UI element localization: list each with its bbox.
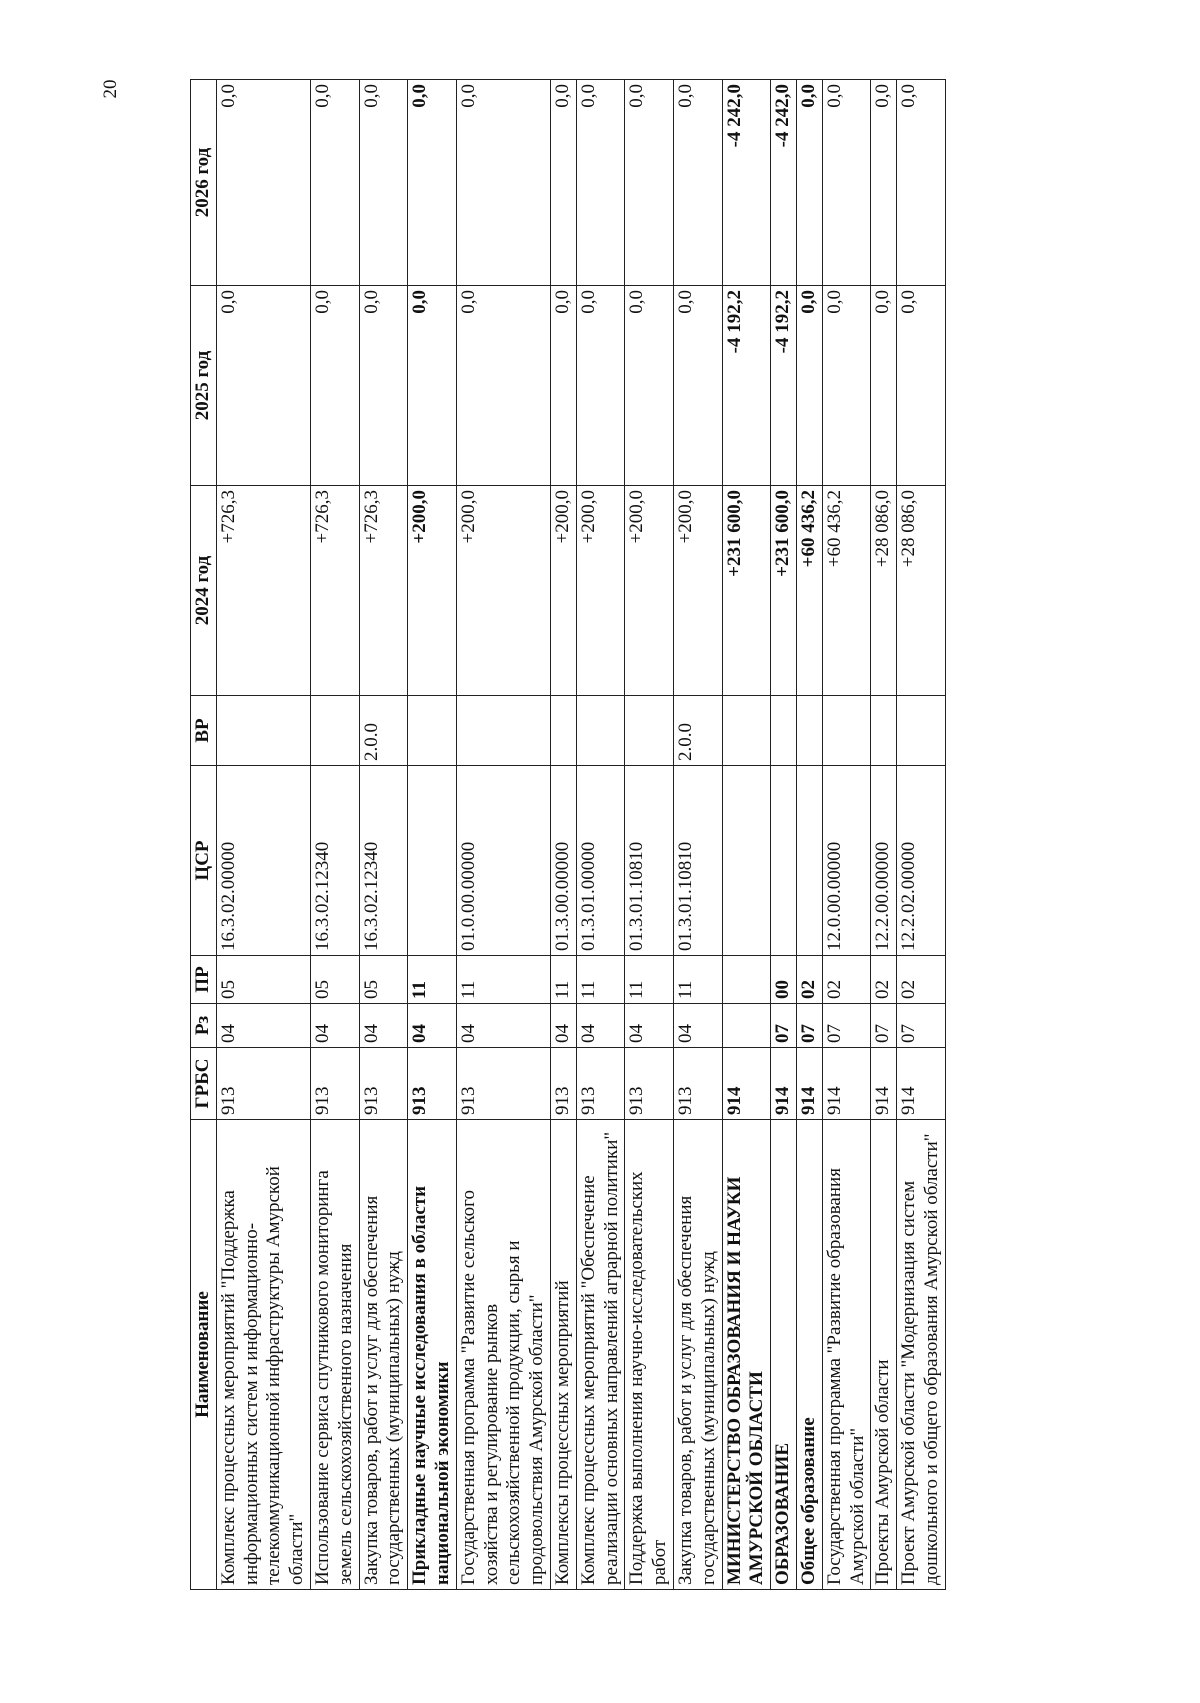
cell-name: Государственная программа "Развитие образования Амурской области" bbox=[822, 1120, 871, 1590]
cell-2026: 0,0 bbox=[625, 80, 674, 286]
table-row bbox=[456, 80, 550, 1590]
cell-name: ОБРАЗОВАНИЕ bbox=[771, 1120, 797, 1590]
cell-2024: +200,0 bbox=[625, 486, 674, 696]
cell-2026: 0,0 bbox=[822, 80, 871, 286]
cell-rz: 04 bbox=[625, 1004, 674, 1048]
cell-2025: -4 192,2 bbox=[771, 286, 797, 486]
cell-grbs: 913 bbox=[408, 1048, 457, 1120]
cell-grbs: 913 bbox=[673, 1048, 722, 1120]
cell-pr: 11 bbox=[673, 956, 722, 1004]
cell-2024: +28 086,0 bbox=[897, 486, 946, 696]
cell-2025: 0,0 bbox=[310, 286, 359, 486]
table-body bbox=[216, 80, 945, 1590]
cell-rz: 04 bbox=[576, 1004, 625, 1048]
table-row bbox=[673, 80, 722, 1590]
cell-2025: 0,0 bbox=[673, 286, 722, 486]
cell-2026: 0,0 bbox=[456, 80, 550, 286]
cell-2025: 0,0 bbox=[216, 286, 310, 486]
table-row bbox=[897, 80, 946, 1590]
cell-rz: 07 bbox=[897, 1004, 946, 1048]
cell-csr: 01.3.01.10810 bbox=[625, 766, 674, 956]
cell-csr: 01.0.00.00000 bbox=[456, 766, 550, 956]
cell-2026: 0,0 bbox=[796, 80, 822, 286]
table-header-row bbox=[191, 80, 217, 1590]
cell-2024: +726,3 bbox=[310, 486, 359, 696]
cell-grbs: 914 bbox=[771, 1048, 797, 1120]
cell-name: Проект Амурской области "Модернизация систем дошкольного и общего образования Амурской области" bbox=[897, 1120, 946, 1590]
cell-vr bbox=[408, 696, 457, 766]
cell-2026: 0,0 bbox=[550, 80, 576, 286]
cell-vr bbox=[771, 696, 797, 766]
cell-grbs: 913 bbox=[310, 1048, 359, 1120]
budget-table bbox=[190, 79, 946, 1590]
cell-pr: 11 bbox=[576, 956, 625, 1004]
cell-csr bbox=[796, 766, 822, 956]
cell-2024: +231 600,0 bbox=[771, 486, 797, 696]
cell-rz: 07 bbox=[871, 1004, 897, 1048]
cell-pr: 11 bbox=[408, 956, 457, 1004]
cell-2024: +200,0 bbox=[673, 486, 722, 696]
cell-grbs: 913 bbox=[625, 1048, 674, 1120]
cell-grbs: 913 bbox=[576, 1048, 625, 1120]
cell-2025: 0,0 bbox=[456, 286, 550, 486]
cell-name: Использование сервиса спутникового мониторинга земель сельскохозяйственного назначения bbox=[310, 1120, 359, 1590]
cell-name: Комплекс процессных мероприятий "Поддержка информационных систем и информационно-телекоммуникационной инфраструктуры Амурской области" bbox=[216, 1120, 310, 1590]
cell-2025: 0,0 bbox=[897, 286, 946, 486]
table-row bbox=[550, 80, 576, 1590]
cell-csr bbox=[771, 766, 797, 956]
header-csr: ЦСР bbox=[191, 766, 217, 956]
cell-vr bbox=[456, 696, 550, 766]
table-row bbox=[576, 80, 625, 1590]
table-row bbox=[796, 80, 822, 1590]
cell-pr: 05 bbox=[359, 956, 408, 1004]
table-row bbox=[771, 80, 797, 1590]
cell-2024: +200,0 bbox=[550, 486, 576, 696]
cell-pr: 11 bbox=[550, 956, 576, 1004]
cell-pr: 00 bbox=[771, 956, 797, 1004]
cell-2024: +726,3 bbox=[359, 486, 408, 696]
cell-rz: 04 bbox=[216, 1004, 310, 1048]
cell-2025: 0,0 bbox=[408, 286, 457, 486]
cell-vr bbox=[576, 696, 625, 766]
cell-name: Общее образование bbox=[796, 1120, 822, 1590]
page-number: 20 bbox=[100, 79, 121, 99]
cell-2026: 0,0 bbox=[871, 80, 897, 286]
cell-csr: 01.3.01.00000 bbox=[576, 766, 625, 956]
cell-name: Проекты Амурской области bbox=[871, 1120, 897, 1590]
cell-2024: +200,0 bbox=[456, 486, 550, 696]
cell-name: МИНИСТЕРСТВО ОБРАЗОВАНИЯ И НАУКИ АМУРСКОЙ ОБЛАСТИ bbox=[722, 1120, 771, 1590]
cell-2026: -4 242,0 bbox=[771, 80, 797, 286]
cell-grbs: 913 bbox=[550, 1048, 576, 1120]
cell-vr: 2.0.0 bbox=[673, 696, 722, 766]
table-row bbox=[359, 80, 408, 1590]
cell-pr: 11 bbox=[625, 956, 674, 1004]
cell-grbs: 914 bbox=[722, 1048, 771, 1120]
cell-grbs: 913 bbox=[216, 1048, 310, 1120]
cell-2026: 0,0 bbox=[359, 80, 408, 286]
cell-pr: 02 bbox=[796, 956, 822, 1004]
cell-grbs: 914 bbox=[897, 1048, 946, 1120]
cell-pr: 05 bbox=[216, 956, 310, 1004]
cell-csr bbox=[722, 766, 771, 956]
cell-csr: 12.2.00.00000 bbox=[871, 766, 897, 956]
header-pr: ПР bbox=[191, 956, 217, 1004]
cell-vr: 2.0.0 bbox=[359, 696, 408, 766]
cell-name: Поддержка выполнения научно-исследовательских работ bbox=[625, 1120, 674, 1590]
cell-name: Комплексы процессных мероприятий bbox=[550, 1120, 576, 1590]
cell-vr bbox=[625, 696, 674, 766]
cell-csr: 16.3.02.00000 bbox=[216, 766, 310, 956]
cell-rz: 07 bbox=[796, 1004, 822, 1048]
cell-2025: 0,0 bbox=[576, 286, 625, 486]
cell-pr: 05 bbox=[310, 956, 359, 1004]
cell-pr bbox=[722, 956, 771, 1004]
cell-name: Закупка товаров, работ и услуг для обеспечения государственных (муниципальных) нужд bbox=[673, 1120, 722, 1590]
header-rz: Рз bbox=[191, 1004, 217, 1048]
cell-rz: 04 bbox=[408, 1004, 457, 1048]
cell-grbs: 914 bbox=[871, 1048, 897, 1120]
cell-2024: +200,0 bbox=[576, 486, 625, 696]
cell-2026: 0,0 bbox=[673, 80, 722, 286]
cell-2024: +231 600,0 bbox=[722, 486, 771, 696]
header-2026: 2026 год bbox=[191, 80, 217, 286]
cell-pr: 11 bbox=[456, 956, 550, 1004]
cell-name: Закупка товаров, работ и услуг для обеспечения государственных (муниципальных) нужд bbox=[359, 1120, 408, 1590]
cell-csr: 16.3.02.12340 bbox=[310, 766, 359, 956]
cell-vr bbox=[550, 696, 576, 766]
header-grbs: ГРБС bbox=[191, 1048, 217, 1120]
cell-2025: 0,0 bbox=[359, 286, 408, 486]
table-row bbox=[871, 80, 897, 1590]
cell-grbs: 913 bbox=[359, 1048, 408, 1120]
cell-2024: +60 436,2 bbox=[796, 486, 822, 696]
cell-vr bbox=[871, 696, 897, 766]
cell-rz: 07 bbox=[771, 1004, 797, 1048]
cell-vr bbox=[822, 696, 871, 766]
cell-rz: 04 bbox=[310, 1004, 359, 1048]
cell-2025: 0,0 bbox=[822, 286, 871, 486]
cell-2025: 0,0 bbox=[796, 286, 822, 486]
cell-csr: 01.3.01.10810 bbox=[673, 766, 722, 956]
header-2024: 2024 год bbox=[191, 486, 217, 696]
cell-2025: 0,0 bbox=[550, 286, 576, 486]
cell-2024: +28 086,0 bbox=[871, 486, 897, 696]
cell-name: Государственная программа "Развитие сельского хозяйства и регулирование рынков сельскохозяйственной продукции, сырья и продовольствия Амурской области" bbox=[456, 1120, 550, 1590]
cell-csr: 12.0.00.00000 bbox=[822, 766, 871, 956]
cell-vr bbox=[722, 696, 771, 766]
cell-2026: -4 242,0 bbox=[722, 80, 771, 286]
rotated-table-container bbox=[190, 80, 1090, 1590]
cell-rz: 07 bbox=[822, 1004, 871, 1048]
cell-pr: 02 bbox=[822, 956, 871, 1004]
table-row bbox=[822, 80, 871, 1590]
cell-2026: 0,0 bbox=[576, 80, 625, 286]
cell-vr bbox=[897, 696, 946, 766]
cell-grbs: 914 bbox=[822, 1048, 871, 1120]
cell-vr bbox=[216, 696, 310, 766]
table-row bbox=[625, 80, 674, 1590]
cell-rz: 04 bbox=[550, 1004, 576, 1048]
cell-csr: 12.2.02.00000 bbox=[897, 766, 946, 956]
table-row bbox=[722, 80, 771, 1590]
cell-pr: 02 bbox=[897, 956, 946, 1004]
cell-grbs: 914 bbox=[796, 1048, 822, 1120]
cell-grbs: 913 bbox=[456, 1048, 550, 1120]
cell-name: Прикладные научные исследования в области национальной экономики bbox=[408, 1120, 457, 1590]
cell-2025: -4 192,2 bbox=[722, 286, 771, 486]
cell-pr: 02 bbox=[871, 956, 897, 1004]
table-row bbox=[310, 80, 359, 1590]
cell-rz: 04 bbox=[456, 1004, 550, 1048]
header-name: Наименование bbox=[191, 1120, 217, 1590]
cell-2024: +60 436,2 bbox=[822, 486, 871, 696]
cell-2025: 0,0 bbox=[871, 286, 897, 486]
cell-2025: 0,0 bbox=[625, 286, 674, 486]
cell-vr bbox=[796, 696, 822, 766]
cell-2024: +200,0 bbox=[408, 486, 457, 696]
cell-name: Комплекс процессных мероприятий "Обеспечение реализации основных направлений аграрной политики" bbox=[576, 1120, 625, 1590]
cell-2026: 0,0 bbox=[897, 80, 946, 286]
cell-vr bbox=[310, 696, 359, 766]
cell-rz bbox=[722, 1004, 771, 1048]
cell-rz: 04 bbox=[673, 1004, 722, 1048]
cell-2026: 0,0 bbox=[216, 80, 310, 286]
table-row bbox=[216, 80, 310, 1590]
table-row bbox=[408, 80, 457, 1590]
cell-csr: 01.3.00.00000 bbox=[550, 766, 576, 956]
cell-csr bbox=[408, 766, 457, 956]
cell-2026: 0,0 bbox=[408, 80, 457, 286]
header-vr: ВР bbox=[191, 696, 217, 766]
header-2025: 2025 год bbox=[191, 286, 217, 486]
cell-2026: 0,0 bbox=[310, 80, 359, 286]
cell-rz: 04 bbox=[359, 1004, 408, 1048]
cell-csr: 16.3.02.12340 bbox=[359, 766, 408, 956]
cell-2024: +726,3 bbox=[216, 486, 310, 696]
